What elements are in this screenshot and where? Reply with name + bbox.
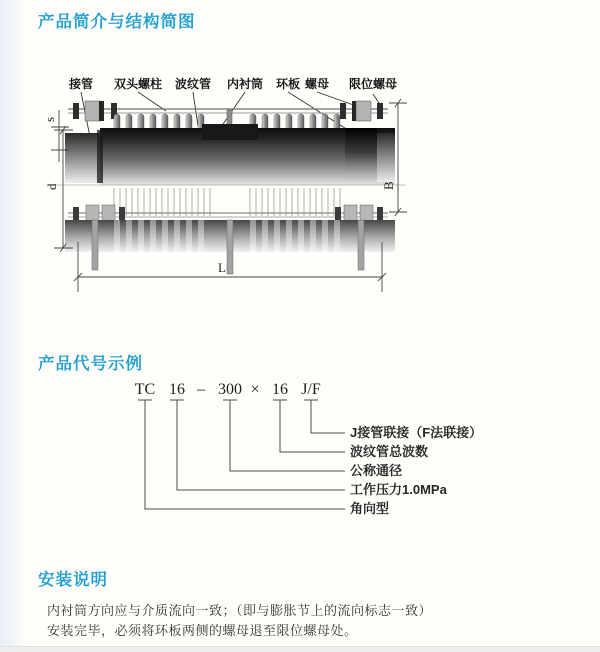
dim-b-label: B xyxy=(381,181,396,190)
dim-d-label: d xyxy=(44,183,59,190)
code-waves: 16 xyxy=(272,381,288,398)
code-pressure: 16 xyxy=(169,381,185,398)
callout-waves: 波纹管总波数 xyxy=(350,444,429,459)
callout-pressure: 工作压力1.0MPa xyxy=(350,482,447,497)
section-title-code: 产品代号示例 xyxy=(38,355,143,373)
page-bottom-edge xyxy=(0,646,600,652)
section-title-intro: 产品简介与结构简图 xyxy=(38,13,196,31)
connecting-pipe-label: 接管 xyxy=(68,77,94,91)
dim-s xyxy=(42,110,69,162)
nut-label: 螺母 xyxy=(304,77,330,91)
section-title-install: 安装说明 xyxy=(38,571,108,589)
callout-labels xyxy=(350,425,482,516)
callout-type: 角向型 xyxy=(350,501,390,516)
callout-connection: J接管联接（F法联接） xyxy=(350,425,483,440)
liner-label: 内衬筒 xyxy=(226,77,264,91)
limit-nut-label: 限位螺母 xyxy=(348,77,398,91)
structure-diagram xyxy=(40,70,420,305)
install-instruction-line2: 安装完毕，必须将环板两侧的螺母退至限位螺母处。 xyxy=(47,623,358,638)
callout-diameter: 公称通径 xyxy=(350,463,403,478)
dim-s-label: s xyxy=(42,116,57,122)
code-times: × xyxy=(250,381,260,398)
code-connection: J/F xyxy=(301,381,321,398)
bellows-label: 波纹管 xyxy=(174,77,212,91)
callout-lines xyxy=(138,400,345,509)
product-code-segments xyxy=(135,381,321,398)
code-type: TC xyxy=(134,381,156,398)
code-diameter: 300 xyxy=(218,381,242,398)
page-left-shading xyxy=(0,0,28,652)
install-instruction-line1: 内衬筒方向应与介质流向一致；（即与膨胀节上的流向标志一致） xyxy=(47,603,433,618)
code-dash: – xyxy=(197,381,205,398)
ring-plate-label: 环板 xyxy=(275,77,301,91)
stud-label: 双头螺柱 xyxy=(113,77,163,91)
joint-body-bottom xyxy=(65,188,395,274)
product-code-diagram xyxy=(125,378,585,528)
dim-l-label: L xyxy=(218,260,226,275)
diagram-part-labels xyxy=(68,76,397,91)
joint-body-top xyxy=(65,124,395,185)
